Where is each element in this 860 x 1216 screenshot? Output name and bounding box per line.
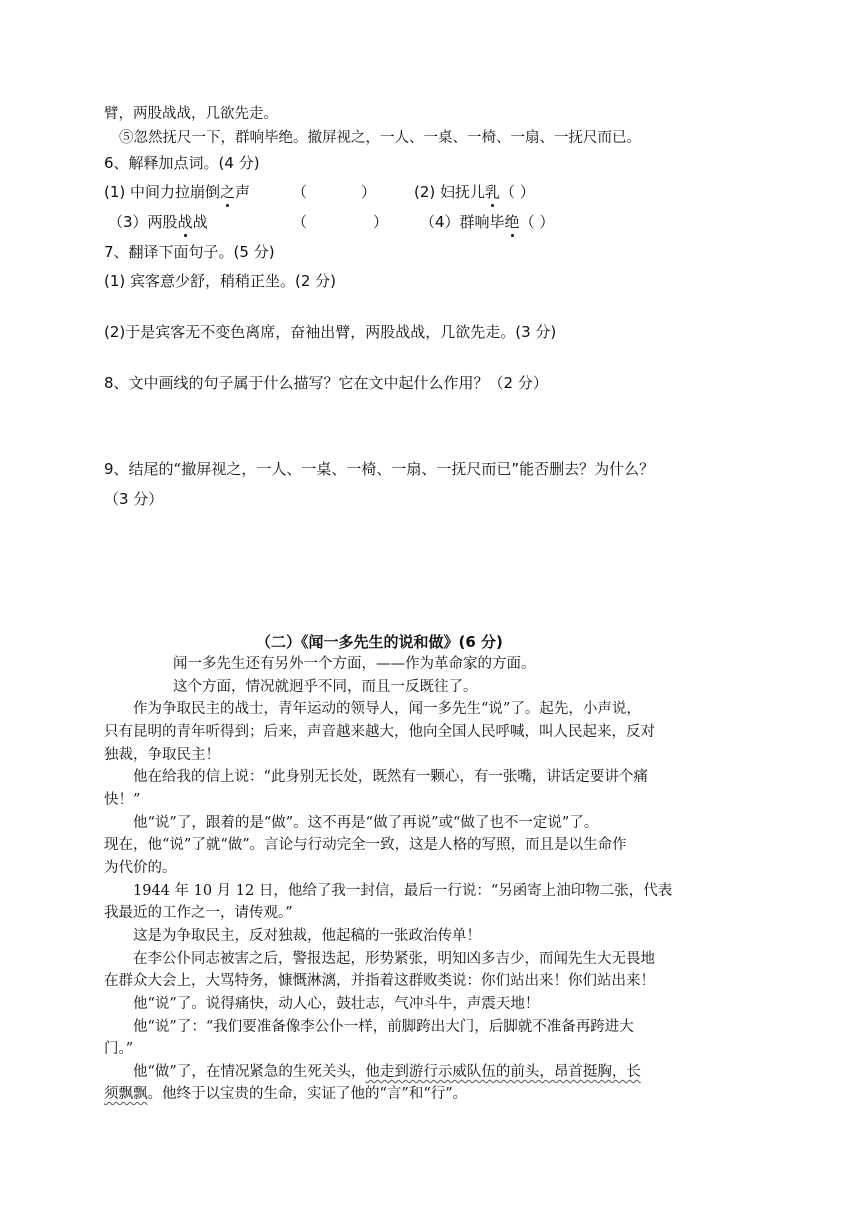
question-7-title: 7、翻译下面句子。(5 分) [104,243,275,261]
passage-line [104,1082,467,1106]
passage-line [133,1060,641,1084]
q6-item-3-text-end: 战 [192,213,208,231]
passage-line: 作为争取民主的战士，青年运动的领导人，闻一多先生“说”了。起先，小声说， [133,701,641,717]
paren-open: （ [292,183,308,201]
q6-item-3-answer-paren [292,210,388,234]
passage-line: 独裁，争取民主！ [104,747,220,763]
passage-line: 他“说”了。说得痛快，动人心，鼓壮志，气冲斗牛，声震天地！ [133,996,540,1012]
q6-item-4-dotted-char: 绝 [505,210,520,234]
passage-line: 他在给我的信上说：“此身别无长处，既然有一颗心，有一张嘴，讲话定要讲个痛 [133,769,648,785]
passage-line: 闻一多先生还有另外一个方面，——作为革命家的方面。 [173,656,536,672]
passage-line: 1944 年 10 月 12 日，他给了我一封信，最后一行说：“另函寄上油印物二张，代表 [133,883,673,899]
q7-item-2: (2)于是宾客无不变色离席，奋袖出臂，两股战战，几欲先走。(3 分) [104,323,557,341]
question-8: 8、文中画线的句子属于什么描写？它在文中起什么作用？（2 分） [104,374,548,392]
passage-line: ⑤忽然抚尺一下，群响毕绝。撤屏视之，一人、一桌、一椅、一扇、一抚尺而已。 [119,130,641,146]
passage-line: 在群众大会上，大骂特务，慷慨淋漓，并指着这群败类说：你们站出来！你们站出来！ [104,973,655,989]
q6-item-1-text-end: 声 [235,183,251,201]
section-heading: （二）《闻一多先生的说和做》(6 分) [256,633,503,651]
question-6-title: 6、解释加点词。(4 分) [104,154,260,172]
q6-item-1 [104,180,250,204]
passage-text: 。他终于以宝贵的生命，实证了他的“言”和“行”。 [147,1086,468,1102]
passage-line: 这个方面，情况就迥乎不同，而且一反既往了。 [173,679,478,695]
passage-line: 他“说”了，跟着的是“做”。这不再是“做了再说”或“做了也不一定说”了。 [133,815,599,831]
passage-line: 这是为争取民主，反对独裁，他起稿的一张政治传单！ [133,928,481,944]
q6-item-2 [414,180,535,204]
q6-item-2-text: (2) 妇抚儿 [414,183,486,201]
q6-item-3-text: （3）两股 [108,213,178,231]
passage-line: 只有昆明的青年听得到；后来，声音越来越大，他向全国人民呼喊，叫人民起来，反对 [104,724,655,740]
passage-line: 为代价的。 [104,860,177,876]
passage-line: 现在，他“说”了就“做”。言论与行动完全一致，这是人格的写照，而且是以生命作 [104,837,627,853]
question-9: 9、结尾的“撤屏视之，一人、一桌、一椅、一扇、一抚尺而已”能否删去？为什么？ [104,460,655,478]
passage-text: 他“做”了，在情况紧急的生死关头， [133,1064,366,1080]
paren-close: ） [373,213,389,231]
q6-item-2-answer-paren[interactable]: （ ） [500,183,535,201]
q6-item-1-answer-paren [292,180,376,204]
q6-item-1-dotted-char: 之 [220,180,235,204]
underlined-sentence: 须飘飘 [104,1086,148,1102]
q6-item-4-text: （4）群响毕 [420,213,505,231]
paren-close: ） [361,183,377,201]
paren-open: （ [292,213,308,231]
question-9-points: （3 分） [104,490,164,508]
passage-line: 他“说”了：“我们要准备像李公仆一样，前脚跨出大门，后脚就不准备再跨进大 [133,1019,634,1035]
q6-item-2-dotted-char: 乳 [485,180,500,204]
q6-item-1-text: (1) 中间力拉崩倒 [104,183,221,201]
passage-line: 臂，两股战战，几欲先走。 [104,106,278,122]
q7-item-1: (1) 宾客意少舒，稍稍正坐。(2 分) [104,272,337,290]
passage-line: 我最近的工作之一，请传观。” [104,905,293,921]
passage-line: 在李公仆同志被害之后，警报迭起，形势紧张，明知凶多吉少，而闻先生大无畏地 [133,951,655,967]
underlined-sentence: 他走到游行示威队伍的前头，昂首挺胸，长 [365,1064,641,1080]
q6-item-3 [108,210,208,234]
passage-line: 快！” [104,792,141,808]
passage-line: 门。” [104,1041,134,1057]
q6-item-4-answer-paren[interactable]: （ ） [519,213,555,231]
q6-item-3-dotted-char: 战 [178,210,193,234]
q6-item-4 [420,210,554,234]
